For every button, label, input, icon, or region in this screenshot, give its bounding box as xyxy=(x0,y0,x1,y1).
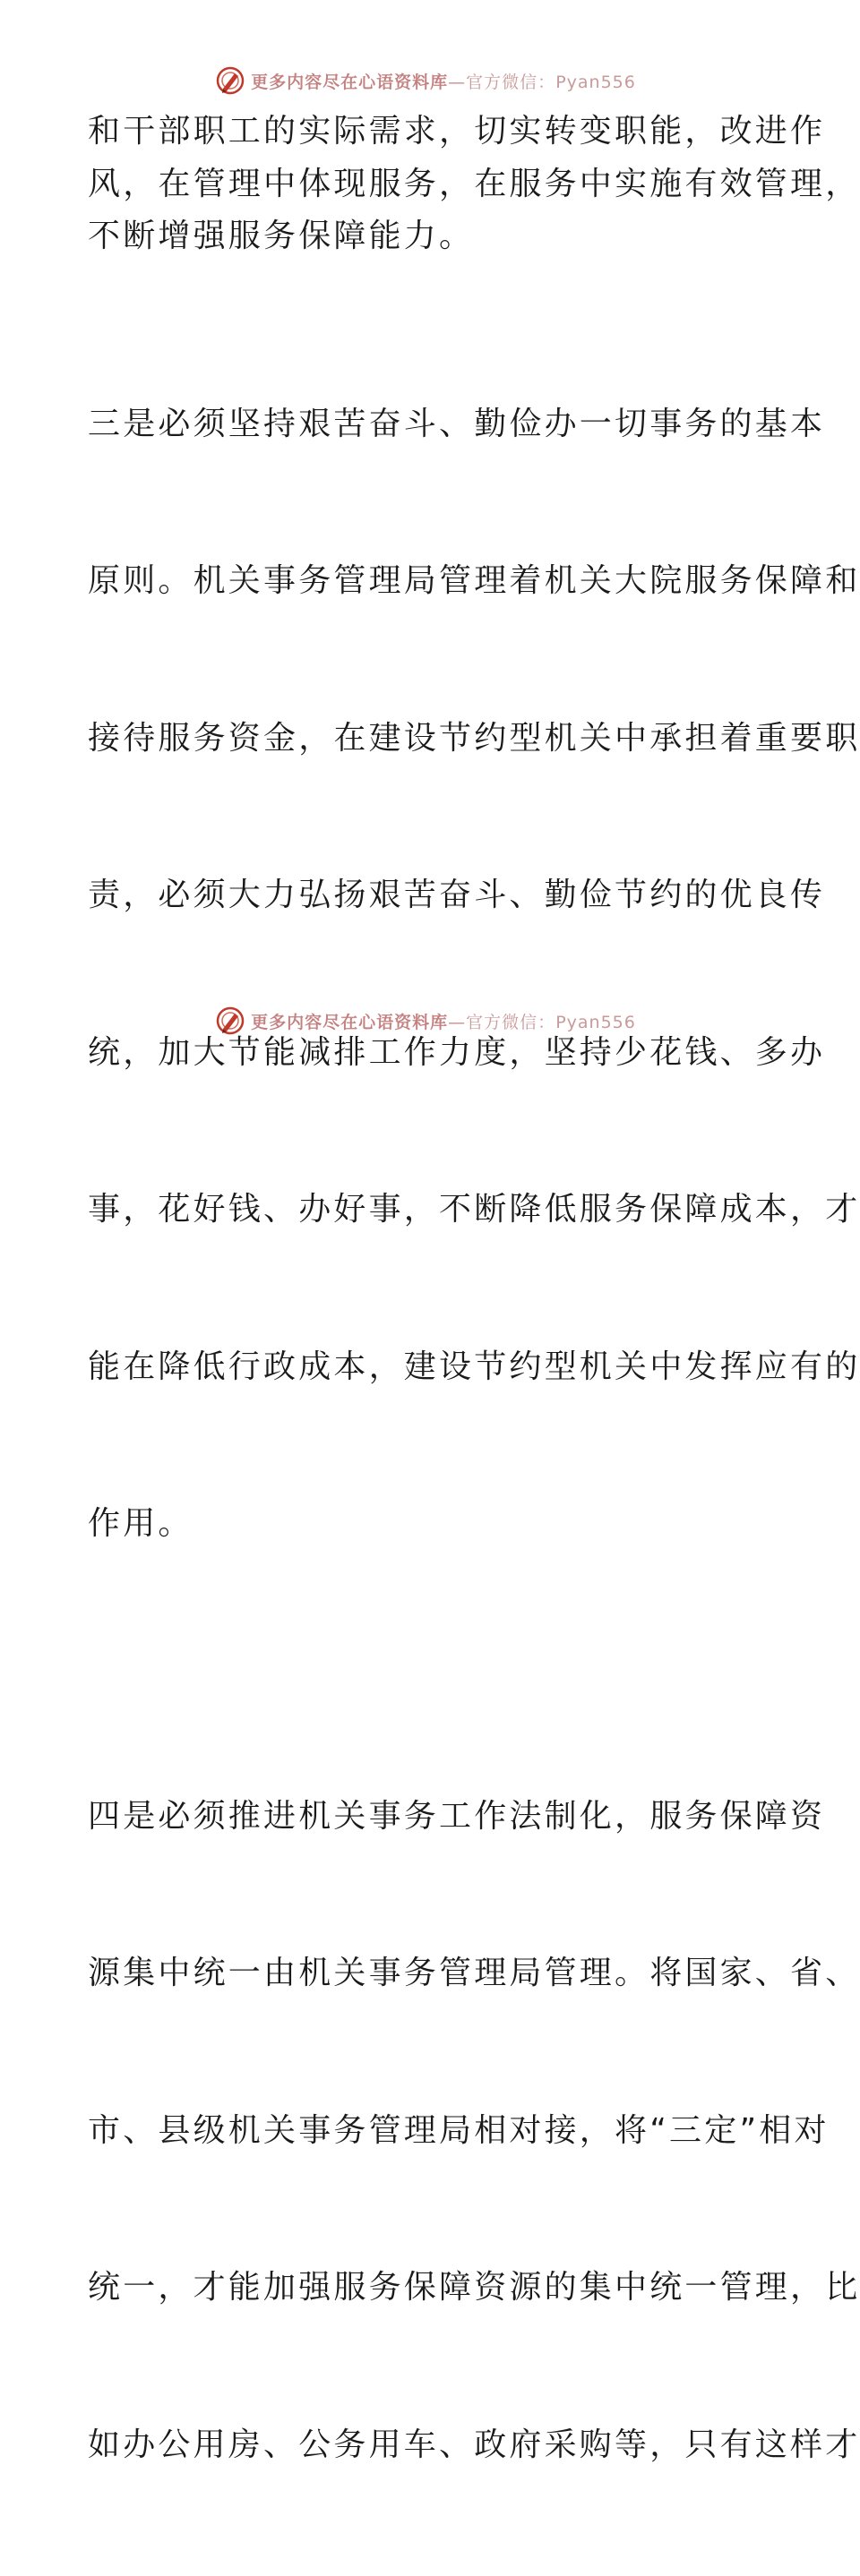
watermark-id-text: Pyan556 xyxy=(555,73,636,92)
paragraph-2 xyxy=(88,294,769,1656)
text-line: 接待服务资金，在建设节约型机关中承担着重要职 xyxy=(88,713,769,766)
text-line: 能在降低行政成本，建设节约型机关中发挥应有的 xyxy=(88,1341,769,1394)
watermark-main-text: 更多内容尽在心语资料库 xyxy=(251,73,448,92)
text-line: 市、县级机关事务管理局相对接，将“三定”相对 xyxy=(88,2105,769,2158)
pen-logo-icon xyxy=(215,1006,245,1036)
text-line: 四是必须推进机关事务工作法制化，服务保障资 xyxy=(88,1791,769,1844)
paragraph-3 xyxy=(88,1686,769,2576)
text-line: 原则。机关事务管理局管理着机关大院服务保障和 xyxy=(88,555,769,608)
header-watermark xyxy=(0,63,851,98)
text-line: 如办公用房、公务用车、政府采购等，只有这样才 xyxy=(88,2419,769,2472)
watermark-main-text: 更多内容尽在心语资料库 xyxy=(251,1013,448,1032)
text-line: 风，在管理中体现服务，在服务中实施有效管理， xyxy=(88,158,769,211)
text-line: 事，花好钱、办好事，不断降低服务保障成本，才 xyxy=(88,1184,769,1237)
text-line: 责，必须大力弘扬艰苦奋斗、勤俭节约的优良传 xyxy=(88,869,769,922)
text-line: 源集中统一由机关事务管理局管理。将国家、省、 xyxy=(88,1947,769,2000)
watermark-id-text: Pyan556 xyxy=(555,1013,636,1032)
watermark-separator: — xyxy=(448,1013,466,1032)
footer-watermark xyxy=(0,1003,851,1039)
text-line: 统，加大节能减排工作力度，坚持少花钱、多办 xyxy=(88,1027,769,1080)
text-line: 和干部职工的实际需求，切实转变职能，改进作 xyxy=(88,106,769,158)
watermark-sub-text: 官方微信： xyxy=(466,73,555,92)
text-line: 三是必须坚持艰苦奋斗、勤俭办一切事务的基本 xyxy=(88,398,769,451)
watermark-sub-text: 官方微信： xyxy=(466,1013,555,1032)
watermark-separator: — xyxy=(448,73,466,92)
paragraph-1 xyxy=(88,106,769,263)
document-body xyxy=(88,106,769,2576)
pen-logo-icon xyxy=(215,65,245,96)
text-line: 作用。 xyxy=(88,1498,769,1551)
text-line: 不断增强服务保障能力。 xyxy=(88,210,769,263)
text-line: 统一，才能加强服务保障资源的集中统一管理，比 xyxy=(88,2262,769,2315)
